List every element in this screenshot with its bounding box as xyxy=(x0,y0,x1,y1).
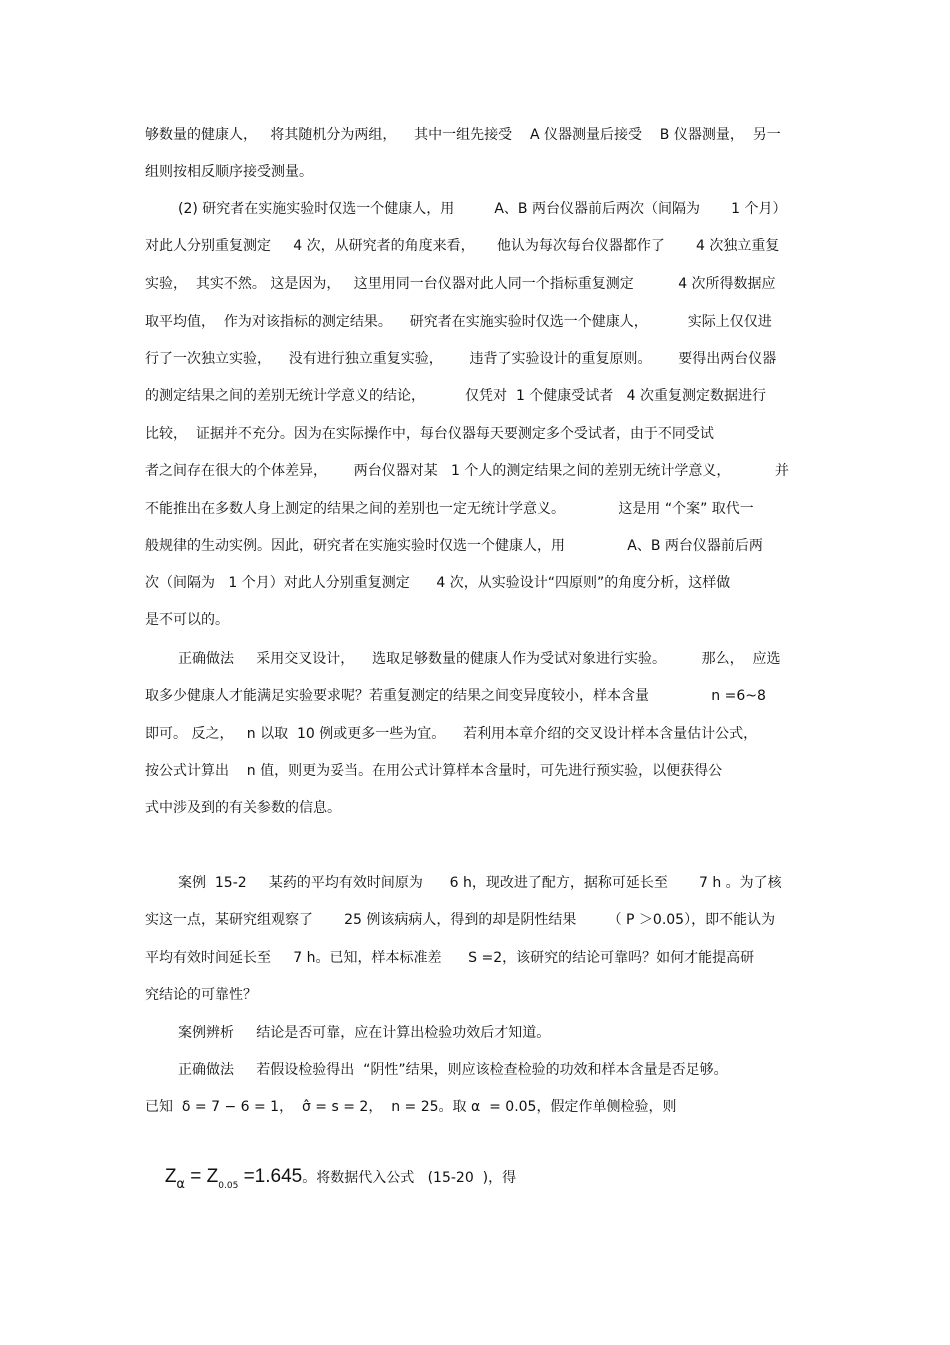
z-symbol-2: Z xyxy=(206,1166,219,1187)
paragraph-line: (2) 研究者在实施实验时仅选一个健康人，用 A、B 两台仪器前后两次（间隔为 1 个月） xyxy=(178,201,787,217)
case-analysis-line: 案例辨析 结论是否可靠，应在计算出检验功效后才知道。 xyxy=(178,1025,551,1041)
paragraph-line: 即可。 反之， n 以取 10 例或更多一些为宜。 若利用本章介绍的交叉设计样本含量估计公式， xyxy=(145,726,758,742)
paragraph-line: 正确做法 采用交叉设计， 选取足够数量的健康人作为受试对象进行实验。 那么， 应选 xyxy=(178,651,781,667)
paragraph-line: 取平均值， 作为对该指标的测定结果。 研究者在实施实验时仅选一个健康人， 实际上仅仅进 xyxy=(145,314,772,330)
paragraph-line: 不能推出在多数人身上测定的结果之间的差别也一定无统计学意义。 这是用 “个案” 取代一 xyxy=(145,501,754,517)
case-heading-line: 案例 15-2 某药的平均有效时间原为 6 h，现改进了配方，据称可延长至 7 h 。为了核 xyxy=(178,875,782,891)
paragraph-line: 取多少健康人才能满足实验要求呢？若重复测定的结果之间变异度较小，样本含量 n =6~8 xyxy=(145,688,766,704)
paragraph-line: 比较， 证据并不充分。因为在实际操作中，每台仪器每天要测定多个受试者，由于不同受试 xyxy=(145,426,714,442)
z-value: =1.645 xyxy=(238,1166,303,1187)
correct-method-line: 正确做法 若假设检验得出 “阴性”结果，则应该检查检验的功效和样本含量是否足够。 xyxy=(178,1062,728,1078)
paragraph-line: 实这一点，某研究组观察了 25 例该病病人，得到的却是阴性结果 （ P ＞0.05），即不能认为 xyxy=(145,912,776,928)
z-symbol: Z xyxy=(164,1166,177,1187)
paragraph-line: 者之间存在很大的个体差异， 两台仪器对某 1 个人的测定结果之间的差别无统计学意义， 并 xyxy=(145,463,789,479)
formula-tail-text: 。将数据代入公式 (15-20 )，得 xyxy=(302,1170,517,1186)
paragraph-line: 的测定结果之间的差别无统计学意义的结论， 仅凭对 1 个健康受试者 4 次重复测定数据进行 xyxy=(145,388,767,404)
paragraph-line: 平均有效时间延长至 7 h。已知，样本标准差 S =2，该研究的结论可靠吗？如何才能提高研 xyxy=(145,950,755,966)
paragraph-line: 够数量的健康人， 将其随机分为两组， 其中一组先接受 A 仪器测量后接受 B 仪器测量， 另一 xyxy=(145,127,781,143)
z-alpha-formula xyxy=(147,1135,516,1228)
paragraph-line: 式中涉及到的有关参数的信息。 xyxy=(145,800,341,816)
paragraph-line: 行了一次独立实验， 没有进行独立重复实验， 违背了实验设计的重复原则。 要得出两台仪器 xyxy=(145,351,777,367)
paragraph-line: 是不可以的。 xyxy=(145,612,229,628)
paragraph-line: 组则按相反顺序接受测量。 xyxy=(145,164,313,180)
subscript-005: 0.05 xyxy=(218,1181,239,1191)
equals-sign: = xyxy=(185,1166,207,1187)
formula-given-line: 已知 δ = 7 − 6 = 1， σ̂ = s = 2， n = 25。取 α = 0.05，假定作单侧检验，则 xyxy=(145,1099,677,1115)
paragraph-line: 般规律的生动实例。因此，研究者在实施实验时仅选一个健康人，用 A、B 两台仪器前后两 xyxy=(145,538,763,554)
paragraph-line: 究结论的可靠性？ xyxy=(145,987,257,1003)
paragraph-line: 实验， 其实不然。 这是因为， 这里用同一台仪器对此人同一个指标重复测定 4 次所得数据应 xyxy=(145,276,776,292)
paragraph-line: 对此人分别重复测定 4 次，从研究者的角度来看， 他认为每次每台仪器都作了 4 次独立重复 xyxy=(145,238,780,254)
paragraph-line: 次（间隔为 1 个月）对此人分别重复测定 4 次，从实验设计“四原则”的角度分析，这样做 xyxy=(145,575,731,591)
paragraph-line: 按公式计算出 n 值，则更为妥当。在用公式计算样本含量时，可先进行预实验，以便获得公 xyxy=(145,763,723,779)
alpha-subscript: α xyxy=(176,1177,185,1192)
